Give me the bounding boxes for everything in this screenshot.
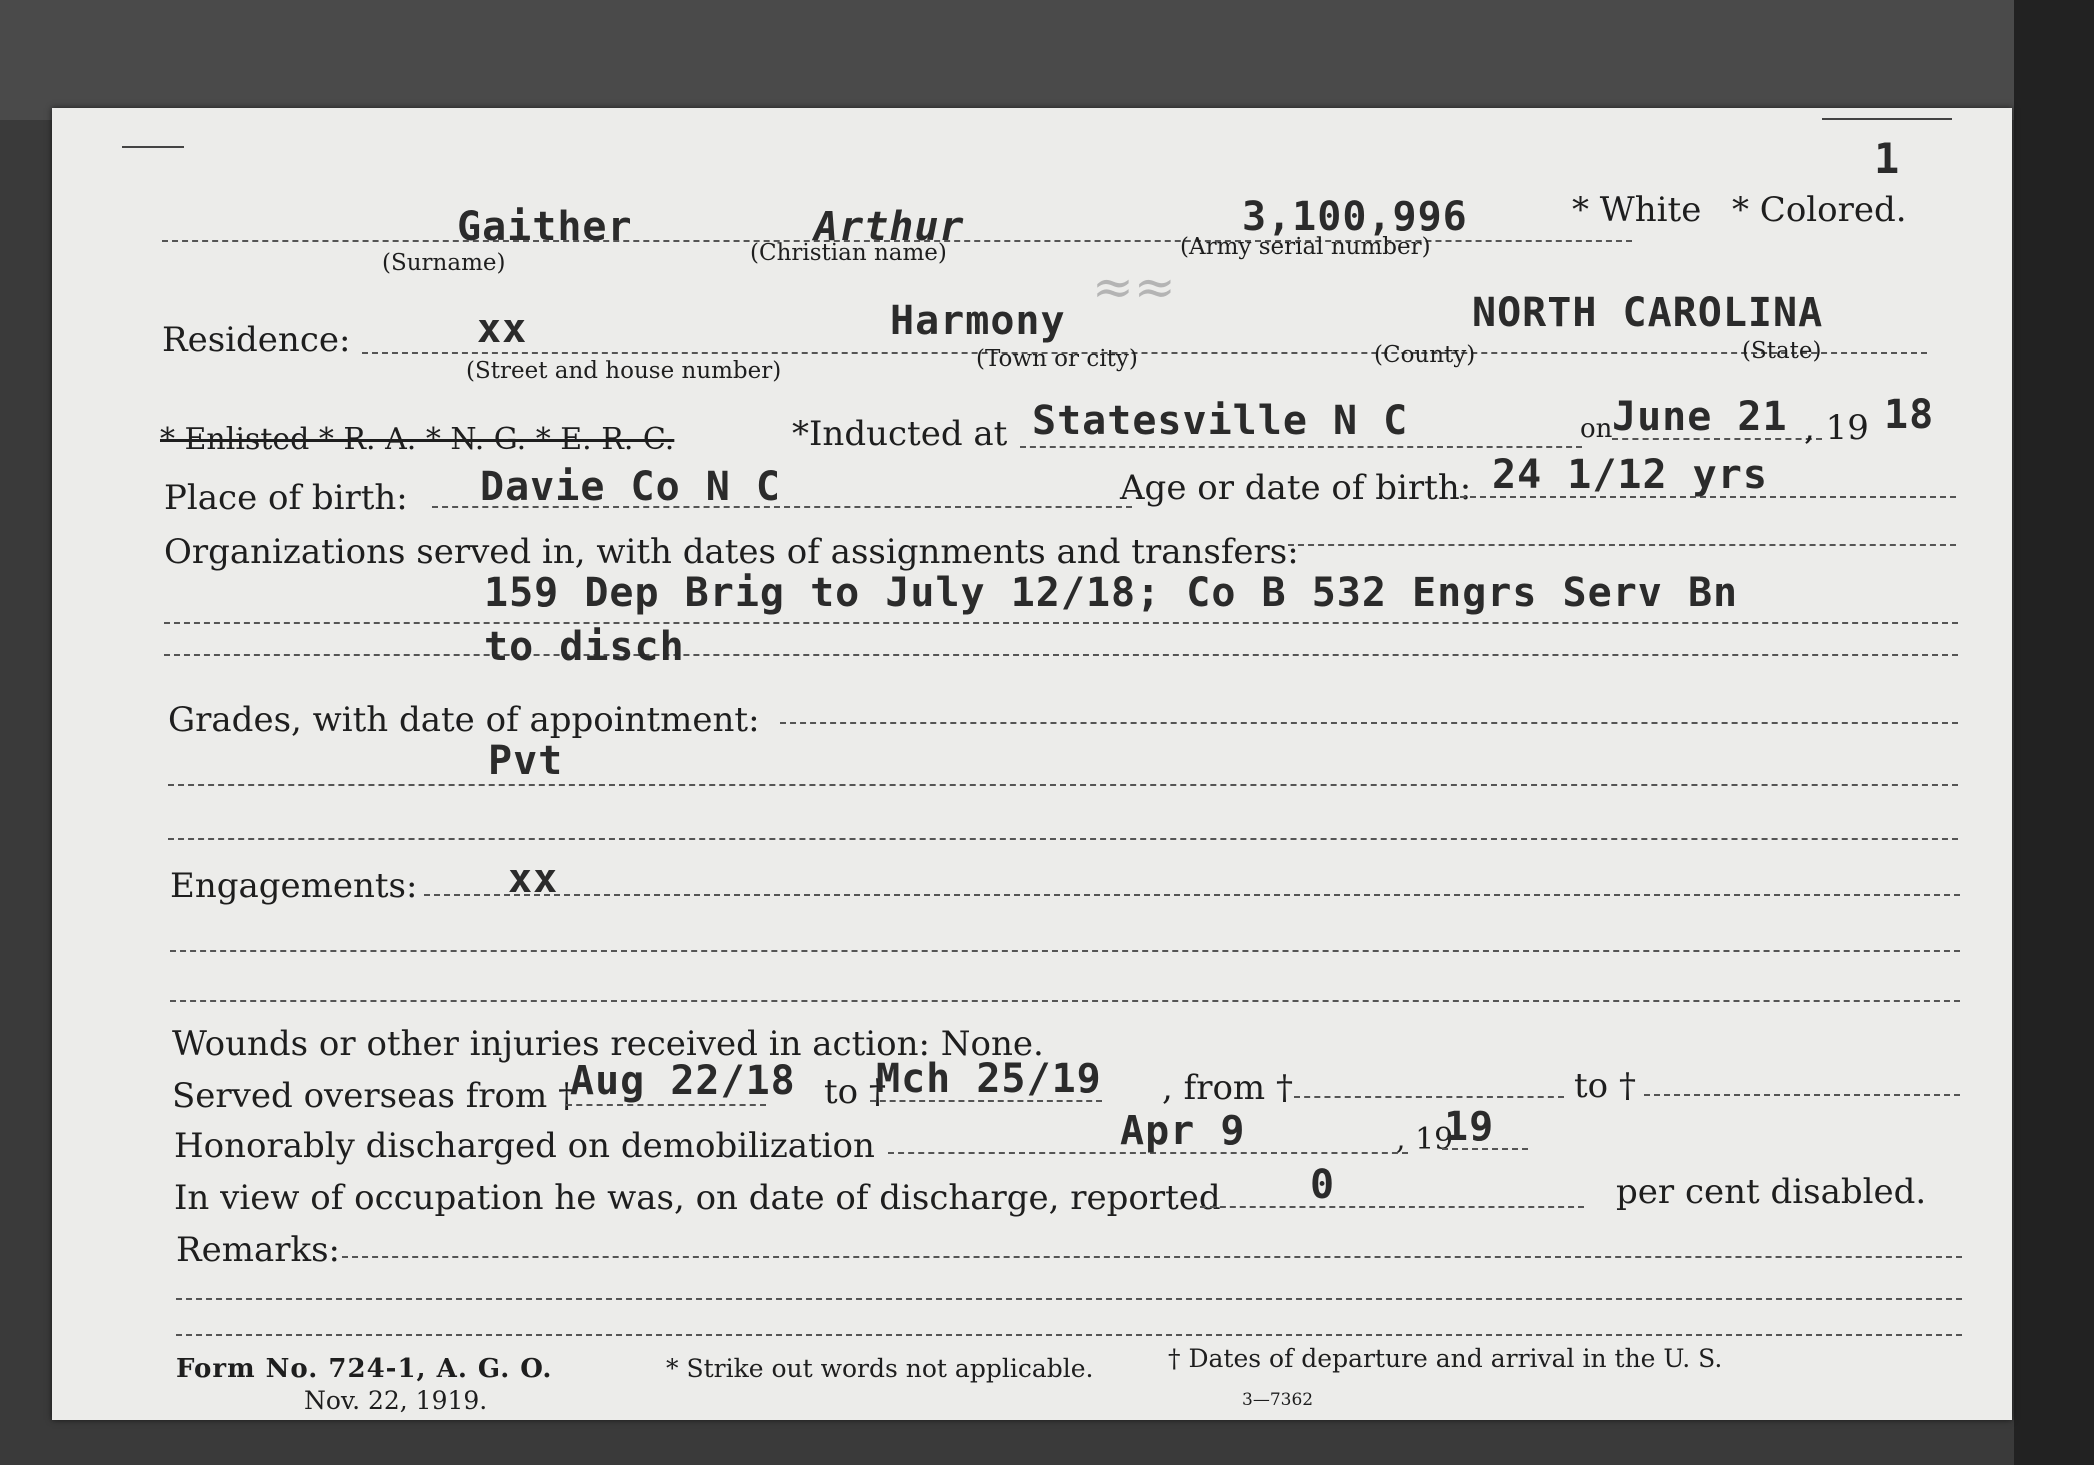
inducted-place-line [1020, 446, 1582, 448]
form-number: Form No. 724-1, A. G. O. [176, 1354, 553, 1384]
engagements-label: Engagements: [170, 866, 418, 906]
grades-line-1 [168, 784, 1958, 786]
engagements-line-2 [170, 1000, 1960, 1002]
top-left-rule [122, 146, 184, 148]
street-value: xx [477, 306, 528, 352]
organizations-line-1 [164, 622, 1958, 624]
remarks-label: Remarks: [176, 1230, 340, 1270]
christian-name-value: Arthur [814, 204, 965, 250]
serial-number-value: 3,100,996 [1242, 194, 1468, 240]
overseas-to-value: Mch 25/19 [876, 1056, 1102, 1102]
form-date: Nov. 22, 1919. [304, 1386, 488, 1415]
inducted-label: *Inducted at [792, 414, 1008, 454]
organizations-line-2 [164, 654, 1958, 656]
street-caption: (Street and house number) [466, 358, 782, 384]
overseas-label: Served overseas from † [172, 1076, 576, 1116]
race-colored: * Colored. [1732, 190, 1907, 230]
county-caption: (County) [1374, 342, 1476, 368]
second-from-line [1294, 1096, 1564, 1098]
background-top [0, 0, 2094, 120]
discharge-year-prefix: , 19 [1396, 1122, 1454, 1157]
age-value: 24 1/12 yrs [1492, 452, 1768, 498]
second-to-line [1644, 1094, 1960, 1096]
engagements-value: xx [508, 856, 559, 902]
town-value: Harmony [890, 298, 1066, 344]
organizations-value-2: to disch [484, 624, 685, 670]
inducted-place-value: Statesville N C [1032, 398, 1409, 444]
background-right [2014, 0, 2094, 1465]
state-caption: (State) [1742, 338, 1822, 364]
serial-caption: (Army serial number) [1180, 234, 1431, 260]
enlisted-options: * Enlisted * R. A. * N. G. * E. R. C. [160, 422, 675, 457]
faint-handwriting: ≈≈ [1092, 258, 1176, 316]
birthplace-value: Davie Co N C [480, 464, 781, 510]
grades-value: Pvt [488, 738, 564, 784]
race-white: * White [1572, 190, 1702, 230]
residence-label: Residence: [162, 320, 351, 360]
grades-line-0 [780, 722, 1958, 724]
strike-note: * Strike out words not applicable. [666, 1354, 1094, 1383]
remarks-line-3 [176, 1334, 1962, 1336]
discharge-year-suffix: 19 [1444, 1104, 1495, 1150]
overseas-from-line [566, 1104, 766, 1106]
discharge-label: Honorably discharged on demobilization [174, 1126, 875, 1166]
disabled-label: per cent disabled. [1616, 1172, 1927, 1212]
grades-label: Grades, with date of appointment: [168, 700, 760, 740]
overseas-from-value: Aug 22/18 [570, 1058, 796, 1104]
remarks-line-2 [176, 1298, 1962, 1300]
service-record-card [52, 108, 2012, 1420]
age-label: Age or date of birth: [1120, 468, 1472, 508]
occupation-label: In view of occupation he was, on date of discharge, reported [174, 1178, 1221, 1218]
second-to-label: to † [1574, 1066, 1636, 1106]
disabled-line [1200, 1206, 1584, 1208]
organizations-value-1: 159 Dep Brig to July 12/18; Co B 532 Engrs Serv Bn [484, 570, 1739, 616]
surname-caption: (Surname) [382, 250, 506, 276]
print-code: 3—7362 [1242, 1390, 1314, 1410]
birthplace-label: Place of birth: [164, 478, 408, 518]
inducted-date-value: June 21 [1612, 394, 1788, 440]
on-label: on [1580, 414, 1613, 444]
disabled-percent-value: 0 [1310, 1162, 1336, 1208]
christian-name-caption: (Christian name) [750, 240, 947, 266]
organizations-label: Organizations served in, with dates of assignments and transfers: [164, 532, 1299, 572]
organizations-line-0 [1288, 544, 1956, 546]
town-caption: (Town or city) [976, 346, 1138, 372]
inducted-year-suffix: 18 [1884, 392, 1935, 438]
state-value: NORTH CAROLINA [1472, 290, 1824, 336]
dates-note: † Dates of departure and arrival in the U. S. [1168, 1344, 1723, 1373]
remarks-line-1 [342, 1256, 1962, 1258]
grades-line-2 [168, 838, 1958, 840]
card-number: 1 [1874, 134, 1901, 183]
wounds-label: Wounds or other injuries received in action: None. [172, 1024, 1044, 1064]
inducted-year-prefix: , 19 [1804, 408, 1869, 448]
discharge-date-value: Apr 9 [1120, 1108, 1246, 1154]
surname-value: Gaither [457, 204, 633, 250]
top-right-rule [1822, 118, 1952, 120]
engagements-line-1 [170, 950, 1960, 952]
residence-line [362, 352, 1927, 354]
to-label: to † [824, 1072, 886, 1112]
second-from-label: , from † [1162, 1068, 1293, 1108]
engagements-line-0 [424, 894, 1960, 896]
